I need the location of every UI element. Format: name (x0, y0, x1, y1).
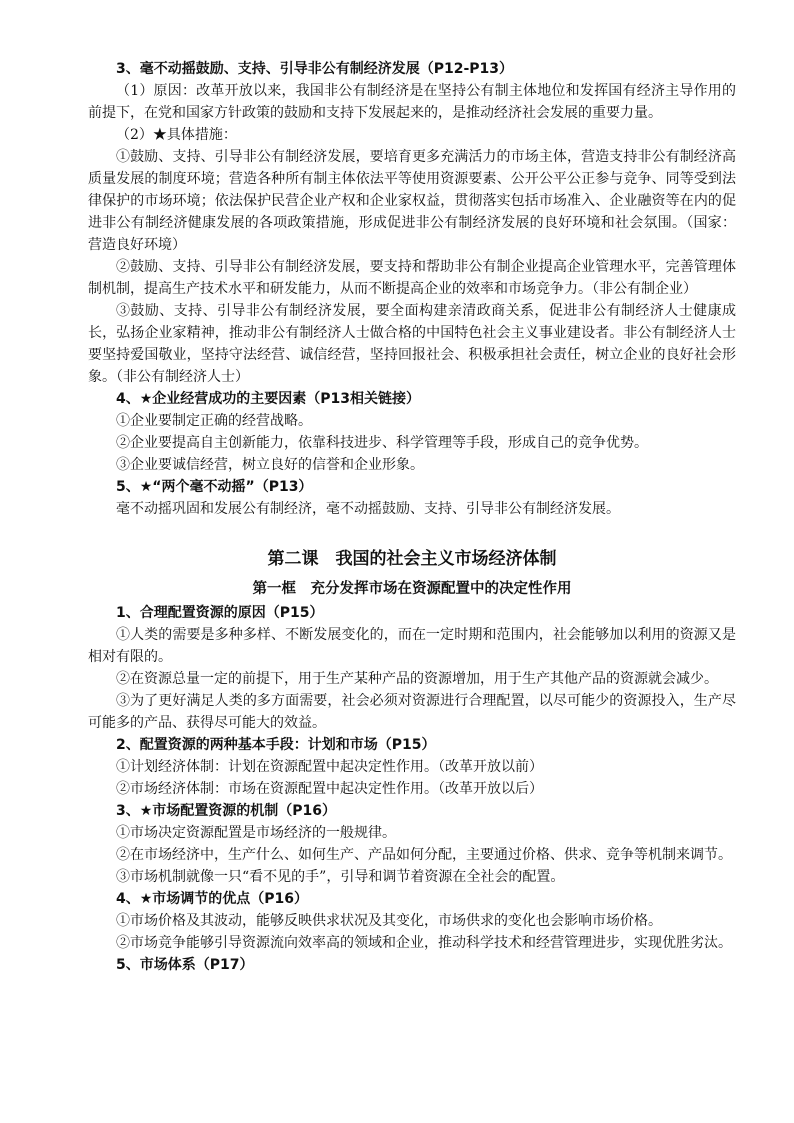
heading-3: 3、毫不动摇鼓励、支持、引导非公有制经济发展（P12-P13） (116, 61, 514, 77)
reason-1: ①人类的需要是多种多样、不断发展变化的，而在一定时期和范围内，社会能够加以利用的资源又是相对有限的。 (88, 627, 736, 665)
mechanism-2: ②在市场经济中，生产什么、如何生产、产品如何分配，主要通过价格、供求、竞争等机制来调节。 (116, 847, 732, 863)
heading-2-5: 5、市场体系（P17） (116, 957, 254, 973)
mechanism-3: ③市场机制就像一只“看不见的手”，引导和调节着资源在全社会的配置。 (116, 869, 565, 885)
heading-2-2: 2、配置资源的两种基本手段：计划和市场（P15） (116, 737, 436, 753)
factor-2: ②企业要提高自主创新能力，依靠科技进步、科学管理等手段，形成自己的竞争优势。 (116, 435, 648, 451)
factor-1: ①企业要制定正确的经营战略。 (116, 413, 312, 429)
heading-2-1: 1、合理配置资源的原因（P15） (116, 605, 324, 621)
system-1: ①计划经济体制：计划在资源配置中起决定性作用。（改革开放以前） (116, 759, 543, 775)
measure-2: ②鼓励、支持、引导非公有制经济发展，要支持和帮助非公有制企业提高企业管理水平，完善管理体制机制，提高生产技术水平和研发能力，从而不断提高企业的效率和市场竞争力。（非公有制企业） (88, 259, 736, 297)
paragraph-two-unwavering: 毫不动摇巩固和发展公有制经济，毫不动摇鼓励、支持、引导非公有制经济发展。 (116, 501, 620, 517)
measures-label: （2）★具体措施： (116, 127, 237, 143)
mechanism-1: ①市场决定资源配置是市场经济的一般规律。 (116, 825, 396, 841)
measure-3: ③鼓励、支持、引导非公有制经济发展，要全面构建亲清政商关系，促进非公有制经济人士健康成长，弘扬企业家精神，推动非公有制经济人士做合格的中国特色社会主义事业建设者。非公有制经济人士要坚持爱国敬业，坚持守法经营、诚信经营，坚持回报社会、积极承担社会责任，树立企业的良好社会形象。（非公有制经济人士） (88, 303, 736, 385)
section-title: 第一框 充分发挥市场在资源配置中的决定性作用 (252, 581, 572, 597)
heading-2-3: 3、★市场配置资源的机制（P16） (116, 803, 337, 819)
reason-2: ②在资源总量一定的前提下，用于生产某种产品的资源增加，用于生产其他产品的资源就会减少。 (116, 671, 718, 687)
chapter-title: 第二课 我国的社会主义市场经济体制 (267, 549, 557, 569)
factor-3: ③企业要诚信经营，树立良好的信誉和企业形象。 (116, 457, 424, 473)
heading-5: 5、★“两个毫不动摇”（P13） (116, 479, 313, 495)
system-2: ②市场经济体制：市场在资源配置中起决定性作用。（改革开放以后） (116, 781, 543, 797)
heading-2-4: 4、★市场调节的优点（P16） (116, 891, 309, 907)
measure-1: ①鼓励、支持、引导非公有制经济发展，要培育更多充满活力的市场主体，营造支持非公有制经济高质量发展的制度环境；营造各种所有制主体依法平等使用资源要素、公开公平公正参与竞争、同等受到法律保护的市场环境；依法保护民营企业产权和企业家权益，贯彻落实包括市场准入、企业融资等在内的促进非公有制经济健康发展的各项政策措施，形成促进非公有制经济发展的良好环境和社会氛围。（国家：营造良好环境） (88, 149, 736, 253)
advantage-2: ②市场竞争能够引导资源流向效率高的领域和企业，推动科学技术和经营管理进步，实现优胜劣汰。 (116, 935, 732, 951)
reason-3: ③为了更好满足人类的多方面需要，社会必须对资源进行合理配置，以尽可能少的资源投入，生产尽可能多的产品、获得尽可能大的效益。 (88, 693, 736, 731)
heading-4: 4、★企业经营成功的主要因素（P13相关链接） (116, 391, 421, 407)
document-page (88, 58, 736, 976)
paragraph-reason: （1）原因：改革开放以来，我国非公有制经济是在坚持公有制主体地位和发挥国有经济主导作用的前提下，在党和国家方针政策的鼓励和支持下发展起来的，是推动经济社会发展的重要力量。 (88, 83, 736, 121)
advantage-1: ①市场价格及其波动，能够反映供求状况及其变化，市场供求的变化也会影响市场价格。 (116, 913, 662, 929)
